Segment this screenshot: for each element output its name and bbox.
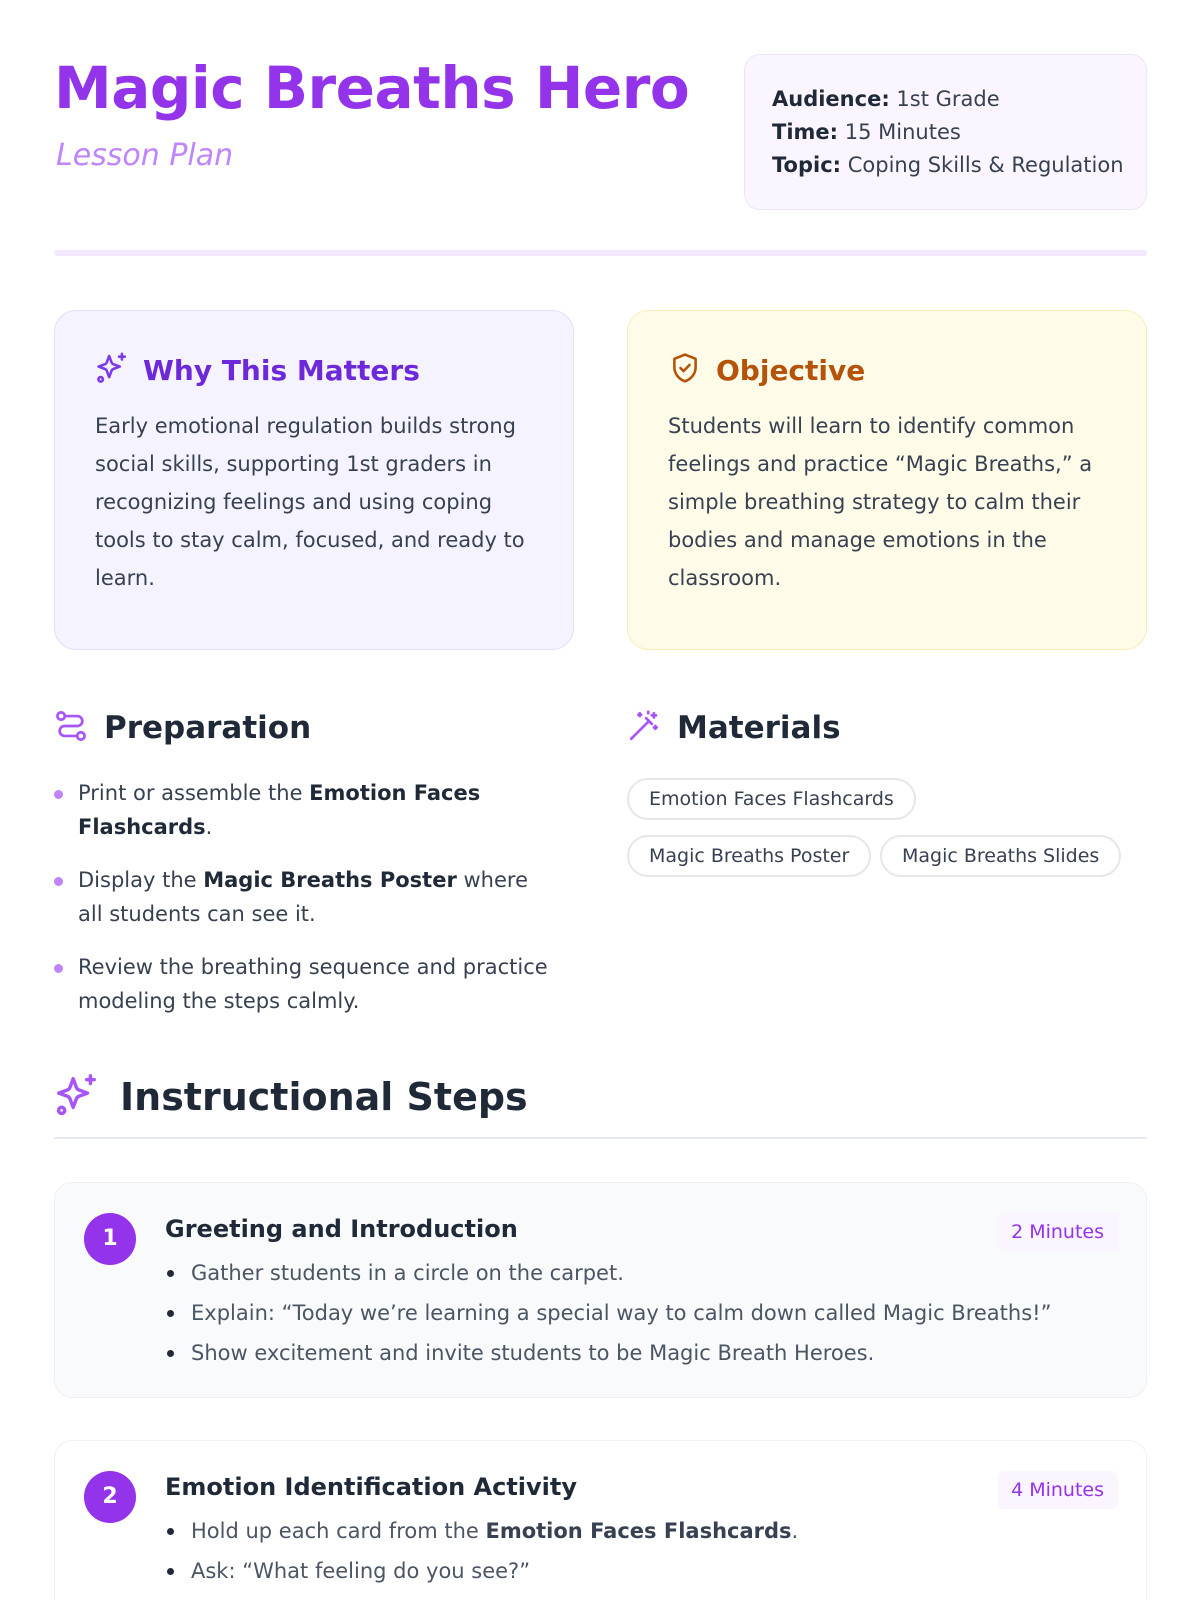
- list-item: Hold up each card from the Emotion Faces Flashcards.: [165, 1511, 1118, 1551]
- materials-title: Materials: [677, 710, 841, 746]
- step-number: 2: [84, 1471, 136, 1523]
- list-item: Review the breathing sequence and practice modeling the steps calmly.: [54, 950, 554, 1018]
- why-title: Why This Matters: [143, 353, 420, 387]
- route-icon: [54, 709, 88, 747]
- sparkles-icon: [54, 1072, 100, 1122]
- lesson-header: [54, 52, 1147, 212]
- step-bullets: [165, 1511, 1118, 1591]
- list-item: Gather students in a circle on the carpet.: [165, 1253, 1118, 1293]
- audience-label: Audience:: [772, 87, 890, 111]
- preparation-list: [54, 776, 554, 1037]
- step-duration-badge: 4 Minutes: [997, 1471, 1118, 1509]
- preparation-header: [54, 706, 311, 750]
- step-title: Emotion Identification Activity: [165, 1473, 578, 1501]
- preparation-title: Preparation: [104, 710, 312, 746]
- steps-divider: [54, 1137, 1147, 1139]
- list-item: Show excitement and invite students to be Magic Breath Heroes.: [165, 1333, 1118, 1373]
- why-this-matters-card: [54, 310, 574, 650]
- instructional-steps-title: Instructional Steps: [120, 1075, 528, 1119]
- topic-value: Coping Skills & Regulation: [847, 153, 1124, 177]
- step-bullets: [165, 1253, 1118, 1373]
- magic-wand-icon: [627, 709, 661, 747]
- topic-label: Topic:: [772, 153, 842, 177]
- step-duration-badge: 2 Minutes: [997, 1213, 1118, 1251]
- material-tag: Magic Breaths Poster: [627, 835, 871, 877]
- objective-card: [627, 310, 1147, 650]
- material-tag: Magic Breaths Slides: [880, 835, 1121, 877]
- material-tag: Emotion Faces Flashcards: [627, 778, 916, 820]
- instructional-steps-header: [54, 1072, 528, 1122]
- objective-title: Objective: [716, 353, 866, 387]
- materials-header: [627, 706, 841, 750]
- shield-check-icon: [668, 351, 702, 389]
- time-info: [772, 116, 1119, 149]
- objective-text: Students will learn to identify common feelings and practice “Magic Breaths,” a simple breathing strategy to calm their bodies and manage emotions in the classroom.: [668, 414, 1093, 590]
- audience-value: 1st Grade: [896, 87, 1000, 111]
- list-item: Print or assemble the Emotion Faces Flashcards.: [54, 776, 554, 844]
- topic-info: [772, 149, 1124, 182]
- header-divider: [54, 250, 1147, 256]
- sparkles-icon: [95, 351, 129, 389]
- lesson-info-box: [744, 54, 1147, 210]
- list-item: Ask: “What feeling do you see?”: [165, 1551, 1118, 1591]
- page-title: Magic Breaths Hero: [54, 54, 690, 122]
- step-card: [54, 1182, 1147, 1398]
- time-value: 15 Minutes: [844, 120, 961, 144]
- time-label: Time:: [772, 120, 839, 144]
- page-subtitle: Lesson Plan: [56, 138, 234, 173]
- step-title: Greeting and Introduction: [165, 1215, 518, 1243]
- step-number: 1: [84, 1213, 136, 1265]
- step-card: [54, 1440, 1147, 1600]
- list-item: Display the Magic Breaths Poster where all students can see it.: [54, 863, 554, 931]
- list-item: Explain: “Today we’re learning a special way to calm down called Magic Breaths!”: [165, 1293, 1118, 1333]
- why-text: Early emotional regulation builds strong social skills, supporting 1st graders in recognizing feelings and using coping tools to stay calm, focused, and ready to learn.: [95, 414, 525, 590]
- audience-info: [772, 83, 1119, 116]
